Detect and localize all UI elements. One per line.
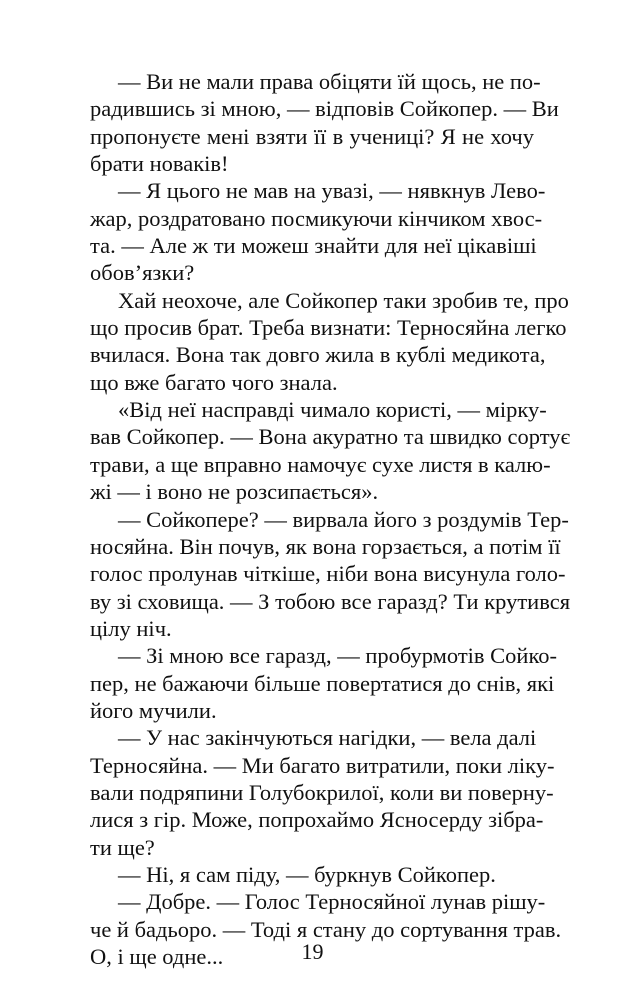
text-line: вали подряпини Голубокрилої, коли ви повернy- xyxy=(90,779,554,805)
text-line: жі — і воно не розсипається». xyxy=(90,479,379,505)
text-line: брати новаків! xyxy=(90,151,229,177)
text-line: — Ні, я сам піду, — буркнув Сойкопер. xyxy=(118,861,496,887)
text-line: жар, роздратовано посмикуючи кінчиком хвос- xyxy=(90,205,543,231)
text-line: — Зі мною все гаразд, — пробурмотів Сойко- xyxy=(118,643,558,669)
text-line: що вже багато чого знала. xyxy=(90,369,338,395)
paragraph xyxy=(90,287,569,396)
text-line: обов’язки? xyxy=(90,260,195,286)
text-line: — Сойкопере? — вирвала його з роздумів Тер- xyxy=(118,506,569,532)
text-line: — Ви не мали права обіцяти їй щось, не по- xyxy=(118,69,541,94)
text-line: та. — Але ж ти можеш знайти для неї цікавіші xyxy=(90,233,537,259)
text-line: голос пролунав чіткіше, ніби вона висунула голо- xyxy=(90,561,566,587)
text-line: вчилася. Вона так довго жила в кублі медикота, xyxy=(90,342,546,368)
text-line: пер, не бажаючи більше повертатися до снів, які xyxy=(90,670,555,696)
text-line: його мучили. xyxy=(90,697,217,723)
text-line: радившись зі мною, — відповів Сойкопер. — Ви xyxy=(90,96,559,122)
text-line: «Від неї насправді чимало користі, — мірку- xyxy=(118,397,547,423)
paragraph xyxy=(90,506,571,643)
text-line: — Я цього не мав на увазі, — нявкнув Лево- xyxy=(118,178,546,204)
text-line: що просив брат. Треба визнати: Терносяйна легко xyxy=(90,315,567,341)
text-line: — Добре. — Голос Терносяйної лунав рішу- xyxy=(118,889,546,915)
paragraph xyxy=(90,396,571,505)
text-line: че й бадьоро. — Тоді я стану до сортування трав. xyxy=(90,916,562,942)
text-line: Терносяйна. — Ми багато витратили, поки ліку- xyxy=(90,752,555,778)
text-line: трави, а ще вправно намочує сухе листя в калю- xyxy=(90,451,551,477)
text-line: ти ще? xyxy=(90,834,155,860)
page-number: 19 xyxy=(301,939,324,964)
body-text xyxy=(90,68,571,970)
text-line: пропонуєте мені взяти її в учениці? Я не хочу xyxy=(90,123,534,149)
text-line: — У нас закінчуються нагідки, — вела далі xyxy=(118,725,537,751)
paragraph xyxy=(90,177,546,286)
text-line: Хай неохоче, але Сойкопер таки зробив те, про xyxy=(118,287,569,313)
text-line: О, і ще одне... xyxy=(90,944,224,969)
paragraph xyxy=(90,642,558,724)
text-line: носяйна. Він почув, як вона горзається, а потім її xyxy=(90,533,561,559)
text-line: вав Сойкопер. — Вона акуратно та швидко сортує xyxy=(90,424,571,450)
text-line: лися з гір. Може, попрохаймо Ясносерду зібра- xyxy=(90,807,544,833)
paragraph xyxy=(90,68,559,177)
paragraph xyxy=(90,724,555,861)
text-line: ву зі сховища. — З тобою все гаразд? Ти крутився xyxy=(90,588,571,614)
paragraph xyxy=(90,861,534,888)
text-line: цілу ніч. xyxy=(90,615,172,641)
